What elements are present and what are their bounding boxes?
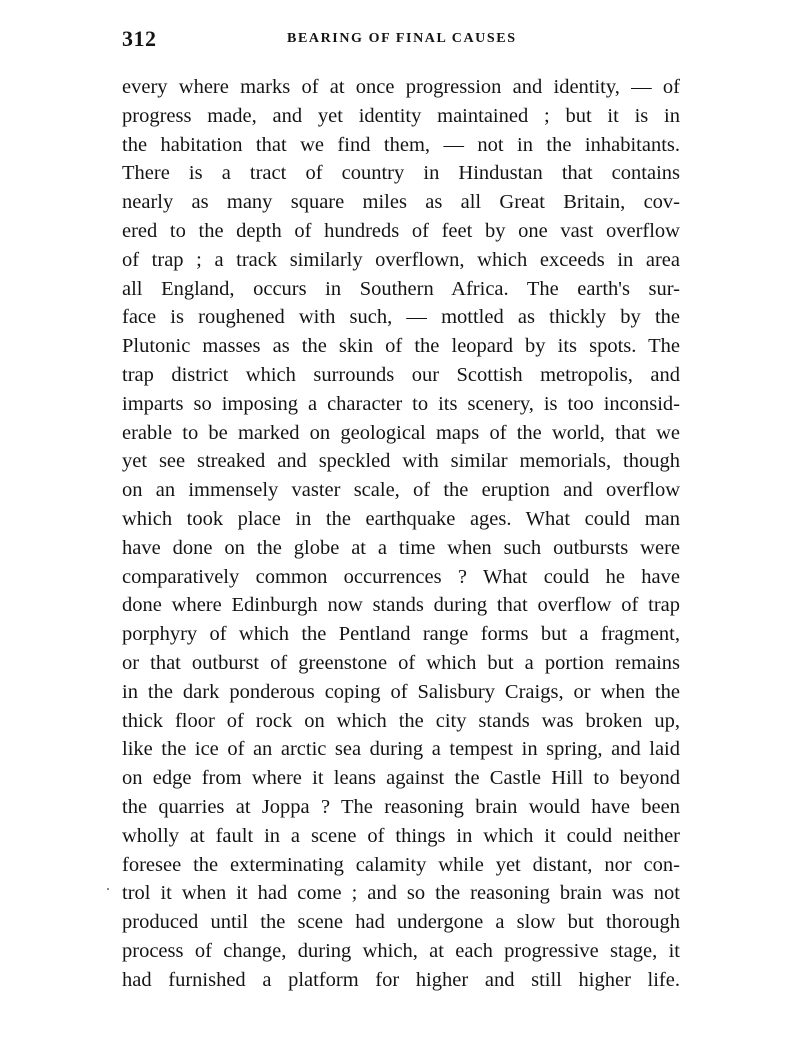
text-line: on edge from where it leans against the Castle Hill to beyond <box>122 767 680 790</box>
text-line: the habitation that we find them, — not in the inhabitants. <box>122 133 680 156</box>
text-line: progress made, and yet identity maintained ; but it is in <box>122 104 680 127</box>
running-head <box>122 26 682 56</box>
margin-speck <box>107 888 109 890</box>
text-line: on an immensely vaster scale, of the eruption and overflow <box>122 479 680 502</box>
text-line: yet see streaked and speckled with similar memorials, though <box>122 450 680 473</box>
text-line: trol it when it had come ; and so the reasoning brain was not <box>122 882 680 905</box>
page-number: 312 <box>122 26 157 51</box>
text-line: comparatively common occurrences ? What could he have <box>122 565 680 588</box>
text-line: process of change, during which, at each progressive stage, it <box>122 939 680 962</box>
text-line: like the ice of an arctic sea during a tempest in spring, and laid <box>122 738 680 761</box>
text-line: trap district which surrounds our Scottish metropolis, and <box>122 363 680 386</box>
text-line: foresee the exterminating calamity while yet distant, nor con- <box>122 853 680 876</box>
text-line: produced until the scene had undergone a slow but thorough <box>122 911 680 934</box>
text-line: have done on the globe at a time when such outbursts were <box>122 536 680 559</box>
running-title: BEARING OF FINAL CAUSES <box>287 31 517 46</box>
text-line: had furnished a platform for higher and still higher life. <box>122 968 680 991</box>
text-line: porphyry of which the Pentland range forms but a fragment, <box>122 623 680 646</box>
text-line: the quarries at Joppa ? The reasoning brain would have been <box>122 795 680 818</box>
text-line: or that outburst of greenstone of which but a portion remains <box>122 651 680 674</box>
text-line: done where Edinburgh now stands during that overflow of trap <box>122 594 680 617</box>
text-line: in the dark ponderous coping of Salisbury Craigs, or when the <box>122 680 680 703</box>
text-line: nearly as many square miles as all Great Britain, cov- <box>122 191 680 214</box>
text-line: erable to be marked on geological maps of the world, that we <box>122 421 680 444</box>
text-line: imparts so imposing a character to its scenery, is too inconsid- <box>122 392 680 415</box>
text-line: Plutonic masses as the skin of the leopard by its spots. The <box>122 335 680 358</box>
body-text <box>122 73 680 995</box>
text-line: face is roughened with such, — mottled as thickly by the <box>122 306 680 329</box>
text-line: wholly at fault in a scene of things in which it could neither <box>122 824 680 847</box>
text-line: of trap ; a track similarly overflown, which exceeds in area <box>122 248 680 271</box>
text-line: thick floor of rock on which the city stands was broken up, <box>122 709 680 732</box>
text-line: every where marks of at once progression and identity, — of <box>122 76 680 98</box>
text-line: all England, occurs in Southern Africa. The earth's sur- <box>122 277 680 300</box>
text-line: There is a tract of country in Hindustan that contains <box>122 162 680 185</box>
text-line: ered to the depth of hundreds of feet by one vast overflow <box>122 219 680 242</box>
text-line: which took place in the earthquake ages. What could man <box>122 507 680 530</box>
